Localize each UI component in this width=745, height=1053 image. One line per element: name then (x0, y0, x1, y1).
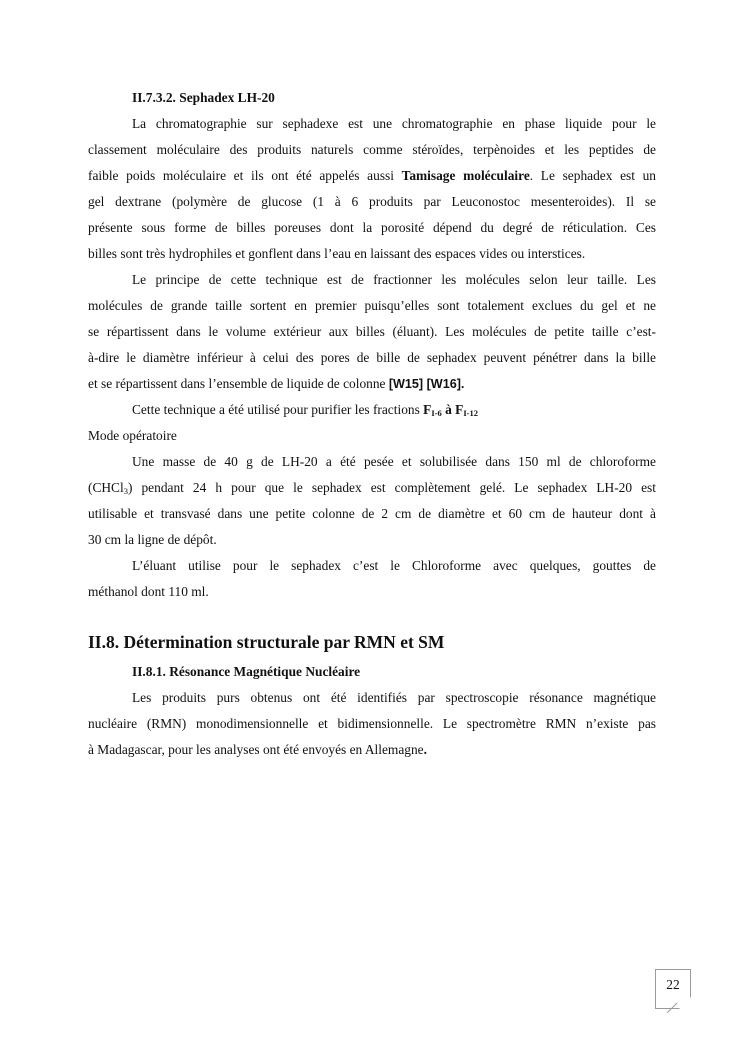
text-run: (CHCl (88, 480, 124, 495)
text-run: à (441, 402, 456, 417)
page-number: 22 (666, 977, 680, 992)
section-heading-rmn-sm: II.8. Détermination structurale par RMN et SM (88, 632, 445, 652)
citation-reference: [W15] [W16]. (388, 377, 465, 391)
fraction-letter: F (423, 402, 432, 417)
folded-corner-edge (667, 1002, 678, 1013)
formula-subscript: 3 (123, 486, 128, 496)
paragraph-line: se répartissent dans le volume extérieur aux billes (éluant). Les molécules de petite taille c’est- (88, 324, 656, 339)
mode-operatoire-label: Mode opératoire (88, 428, 177, 443)
fraction-subscript: I-6 (431, 408, 442, 418)
text-run: . (423, 742, 427, 757)
text-run: faible poids moléculaire et ils ont été appelés aussi (88, 168, 402, 183)
paragraph-line: L’éluant utilise pour le sephadex c’est le Chloroforme avec quelques, gouttes de (132, 558, 656, 573)
paragraph-line (132, 400, 478, 420)
paragraph-line (88, 166, 656, 186)
paragraph-line (88, 478, 656, 498)
paragraph-line: Les produits purs obtenus ont été identifiés par spectroscopie résonance magnétique (132, 690, 656, 705)
paragraph-line: présente sous forme de billes poreuses dont la porosité dépend du degré de réticulation. Ces (88, 220, 656, 235)
paragraph-line: gel dextrane (polymère de glucose (1 à 6 produits par Leuconostoc mesenteroides). Il se (88, 194, 656, 209)
text-run: . Le sephadex est un (529, 168, 657, 183)
paragraph-line: 30 cm la ligne de dépôt. (88, 532, 217, 547)
paragraph-line: nucléaire (RMN) monodimensionnelle et bidimensionnelle. Le spectromètre RMN n’existe pas (88, 716, 656, 731)
fraction-subscript: I-12 (463, 408, 478, 418)
paragraph-line: La chromatographie sur sephadexe est une chromatographie en phase liquide pour le (132, 116, 656, 131)
text-run: ) pendant 24 h pour que le sephadex est complètement gelé. Le sephadex LH-20 est (127, 480, 656, 495)
paragraph-line: Le principe de cette technique est de fractionner les molécules selon leur taille. Les (132, 272, 656, 287)
paragraph-line: à-dire le diamètre inférieur à celui des pores de bille de sephadex peuvent pénétrer dans la bille (88, 350, 656, 365)
paragraph-line: Une masse de 40 g de LH-20 a été pesée et solubilisée dans 150 ml de chloroforme (132, 454, 656, 469)
paragraph-line (88, 374, 464, 394)
fraction-letter: F (455, 402, 464, 417)
text-run: Cette technique a été utilisé pour purifier les fractions (132, 402, 424, 417)
text-run: et se répartissent dans l’ensemble de liquide de colonne (88, 376, 389, 391)
page-number-box (655, 969, 691, 1009)
paragraph-line: utilisable et transvasé dans une petite colonne de 2 cm de diamètre et 60 cm de hauteur dont à (88, 506, 656, 521)
bold-term: Tamisage moléculaire (401, 168, 530, 183)
fraction-label (455, 402, 478, 417)
folded-corner (679, 997, 691, 1009)
paragraph-line (88, 740, 427, 760)
paragraph-line: classement moléculaire des produits naturels comme stéroïdes, terpènoides et les peptides de (88, 142, 656, 157)
paragraph-line: billes sont très hydrophiles et gonflent dans l’eau en laissant des espaces vides ou interstices. (88, 246, 586, 261)
section-heading-sephadex: II.7.3.2. Sephadex LH-20 (132, 90, 275, 105)
text-run: à Madagascar, pour les analyses ont été envoyés en Allemagne (88, 742, 424, 757)
fraction-label (423, 402, 442, 417)
paragraph-line: molécules de grande taille sortent en premier puisqu’elles sont totalement exclues du gel et ne (88, 298, 656, 313)
subsection-heading-rmn: II.8.1. Résonance Magnétique Nucléaire (132, 664, 361, 679)
paragraph-line: méthanol dont 110 ml. (88, 584, 209, 599)
